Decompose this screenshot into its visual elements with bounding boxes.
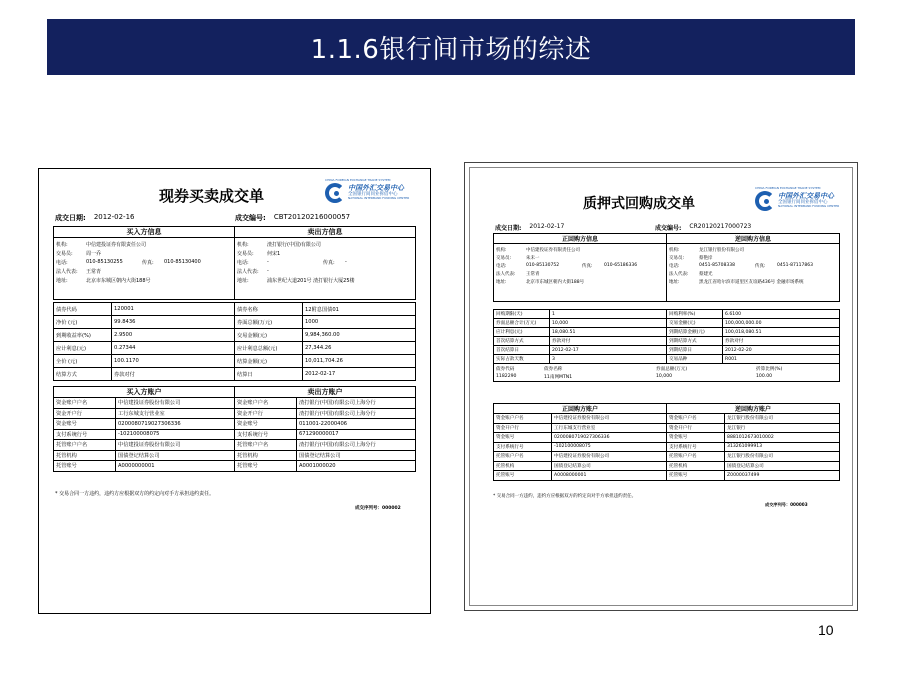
info-line: 地址: 黑龙江省哈尔滨市道里区友谊路436号 金融市场系统 bbox=[669, 280, 804, 285]
seller-info-header: 卖出方信息 bbox=[235, 227, 416, 238]
seller-account-header: 卖出方账户 bbox=[235, 387, 416, 398]
cfets-logo-icon bbox=[325, 183, 345, 203]
account-row: 资金账户户名 中信建投证券股份有限公司 资金账户户名 渣打银行(中国)有限公司上海分行 bbox=[54, 398, 416, 409]
bond-term-row: 应计利息(元) 0.27344 应计利息总额(元) 27,344.26 bbox=[54, 342, 416, 355]
doc2-parties-table bbox=[493, 233, 840, 302]
bond-term-row: 到期收益率(%) 2.9500 交易金额(元) 9,984,360.00 bbox=[54, 329, 416, 342]
doc1-bond-terms-table bbox=[53, 302, 416, 381]
info-line: 机构: 中信建投证券有限责任公司 bbox=[496, 248, 580, 253]
info-line: 电话: - 传真: - bbox=[237, 259, 347, 266]
repo-seller-info-block bbox=[494, 244, 667, 302]
info-line: 地址: 北京市东城区朝内大街188号 bbox=[56, 278, 151, 284]
pledged-repo-trade-confirmation bbox=[464, 162, 858, 611]
doc2-title: 质押式回购成交单 bbox=[583, 196, 695, 212]
doc1-default-note: * 交易合同一方违约，违约方应根据双方的约定向对手方承担违约责任。 bbox=[55, 491, 215, 497]
account-row: 资金开户行 工行东城支行营业室 资金开户行 龙江银行 bbox=[494, 423, 840, 433]
repo-term-row: 首次结算方式 券款对付 到期结算方式 券款对付 bbox=[494, 337, 840, 346]
info-line: 地址: 北京市东城区朝内大街188号 bbox=[496, 280, 585, 285]
bond-term-row: 净价 (元) 99.8436 券面总额(万元) 1000 bbox=[54, 316, 416, 329]
slide-title-bar bbox=[47, 19, 855, 75]
repo-term-row: 首次结算日 2012-02-17 到期结算日 2012-02-20 bbox=[494, 346, 840, 355]
doc1-serial-no: 成交序列号：000002 bbox=[355, 506, 401, 511]
repo-term-row: 实际占款天数 3 交易品种 R001 bbox=[494, 355, 840, 364]
account-row: 支付系统行号 -102100008075 支付系统行号 671290000017 bbox=[54, 429, 416, 440]
account-row: 资金账号 0200080719027306336 资金账号 8881012673010002 bbox=[494, 433, 840, 443]
account-row: 托管机构 国债登记结算公司 托管机构 国债登记结算公司 bbox=[54, 450, 416, 461]
info-line: 机构: 中信建投证券有限责任公司 bbox=[56, 242, 147, 248]
account-row: 托管账户户名 中信建投证券股份有限公司 托管账户户名 龙江银行股份有限公司 bbox=[494, 452, 840, 462]
repo-seller-info-header: 正回购方信息 bbox=[494, 234, 667, 244]
cfets-logo-2: CHINA FOREIGN EXCHANGE TRADE SYSTEM 中国外汇交易中心 全国银行间同业拆借中心 NATIONAL INTERBANK FUNDING CENTER bbox=[755, 191, 839, 211]
info-line: 交易员: 蔡艳岸 bbox=[669, 256, 713, 261]
cfets-logo: CHINA FOREIGN EXCHANGE TRADE SYSTEM 中国外汇交易中心 全国银行间同业拆借中心 NATIONAL INTERBANK FUNDING CENTER bbox=[325, 183, 409, 203]
doc2-accounts-table bbox=[493, 403, 840, 481]
buyer-info-header: 买入方信息 bbox=[54, 227, 235, 238]
info-line: 电话: 010-85130752 传真: 010-65186336 bbox=[496, 263, 638, 269]
spot-bond-trade-confirmation bbox=[38, 168, 431, 614]
doc1-parties-table bbox=[53, 226, 416, 300]
account-row: 资金账号 0200080719027306336 资金账号 011001-22000406 bbox=[54, 419, 416, 430]
repo-buyer-info-block bbox=[667, 244, 840, 302]
info-line: 交易员: 何宋1 bbox=[237, 251, 281, 257]
repo-buyer-account-header: 逆回购方账户 bbox=[667, 404, 840, 414]
account-row: 资金开户行 工行东城支行营业室 资金开户行 渣打银行(中国)有限公司上海分行 bbox=[54, 408, 416, 419]
collateral-block: 债券代码 债券名称 券面总额(万元) 折算比例(%) 1182290 11南网MTN1 10,000 100.00 bbox=[494, 364, 840, 382]
repo-term-row: 回购期限(天) 1 回购利率(%) 6.6100 bbox=[494, 310, 840, 319]
doc2-serial-no: 成交序列号：000003 bbox=[765, 502, 808, 507]
slide-title: 1.1.6银行间市场的综述 bbox=[310, 34, 592, 65]
doc1-title: 现券买卖成交单 bbox=[159, 187, 265, 205]
doc1-accounts-table bbox=[53, 386, 416, 472]
account-row: 托管账户户名 中信建投证券股份有限公司 托管账户户名 渣打银行(中国)有限公司上海分行 bbox=[54, 440, 416, 451]
info-line: 电话: 0451-85708338 传真: 0451-87117863 bbox=[669, 263, 813, 269]
doc1-trade-no: 成交编号: CBT20120216000057 bbox=[235, 213, 351, 222]
account-row: 托管账号 A0008000001 托管账号 Z0000037499 bbox=[494, 471, 840, 481]
seller-info-block bbox=[235, 238, 416, 300]
info-line: 机构: 渣打银行(中国)有限公司 bbox=[237, 242, 321, 248]
cfets-logo-icon-2 bbox=[755, 191, 775, 211]
repo-term-row: 应计利息(元) 18,080.51 到期结算金额(元) 100,018,080.51 bbox=[494, 328, 840, 337]
account-row: 支付系统行号 -102100008075 支付系统行号 313261099913 bbox=[494, 442, 840, 452]
buyer-account-header: 买入方账户 bbox=[54, 387, 235, 398]
info-line: 电话: 010-85130255 传真: 010-85130400 bbox=[56, 259, 201, 266]
doc2-repo-terms-table bbox=[493, 309, 840, 382]
doc2-default-note: * 交易合同一方违约，违约方应根据双方的约定向对手方承担违约责任。 bbox=[493, 494, 637, 499]
bond-term-row: 结算方式 券款对付 结算日 2012-02-17 bbox=[54, 368, 416, 381]
info-line: 法人代表: 王常青 bbox=[56, 269, 102, 275]
account-row: 托管机构 国债登记结算公司 托管机构 国债登记结算公司 bbox=[494, 461, 840, 471]
doc2-trade-no: 成交编号: CR20120217000723 bbox=[655, 223, 752, 232]
info-line: 地址: 浦东世纪大道201号 渣打银行大厦25楼 bbox=[237, 278, 355, 284]
info-line: 法人代表: - bbox=[237, 268, 269, 275]
account-row: 资金账户户名 中信建投证券股份有限公司 资金账户户名 龙江银行股份有限公司 bbox=[494, 414, 840, 424]
repo-buyer-info-header: 逆回购方信息 bbox=[667, 234, 840, 244]
page-number: 10 bbox=[818, 622, 834, 638]
info-line: 机构: 龙江银行股份有限公司 bbox=[669, 248, 744, 253]
info-line: 交易员: 朱未一 bbox=[496, 256, 540, 261]
info-line: 法人代表: 蔡建光 bbox=[669, 272, 713, 277]
bond-term-row: 债券代码 120001 债券名称 12附息国债01 bbox=[54, 303, 416, 316]
doc1-trade-date: 成交日期: 2012-02-16 bbox=[55, 213, 135, 222]
repo-term-row: 券面总额合计(万元) 10,000 交易金额(元) 100,000,000.00 bbox=[494, 319, 840, 328]
account-row: 托管账号 A0000000001 托管账号 A0001000020 bbox=[54, 461, 416, 472]
buyer-info-block bbox=[54, 238, 235, 300]
info-line: 交易员: 周一乔 bbox=[56, 251, 102, 257]
repo-seller-account-header: 正回购方账户 bbox=[494, 404, 667, 414]
doc2-trade-date: 成交日期: 2012-02-17 bbox=[495, 223, 565, 232]
bond-term-row: 全价 (元) 100.1170 结算金额(元) 10,011,704.26 bbox=[54, 355, 416, 368]
info-line: 法人代表: 王常青 bbox=[496, 272, 540, 277]
